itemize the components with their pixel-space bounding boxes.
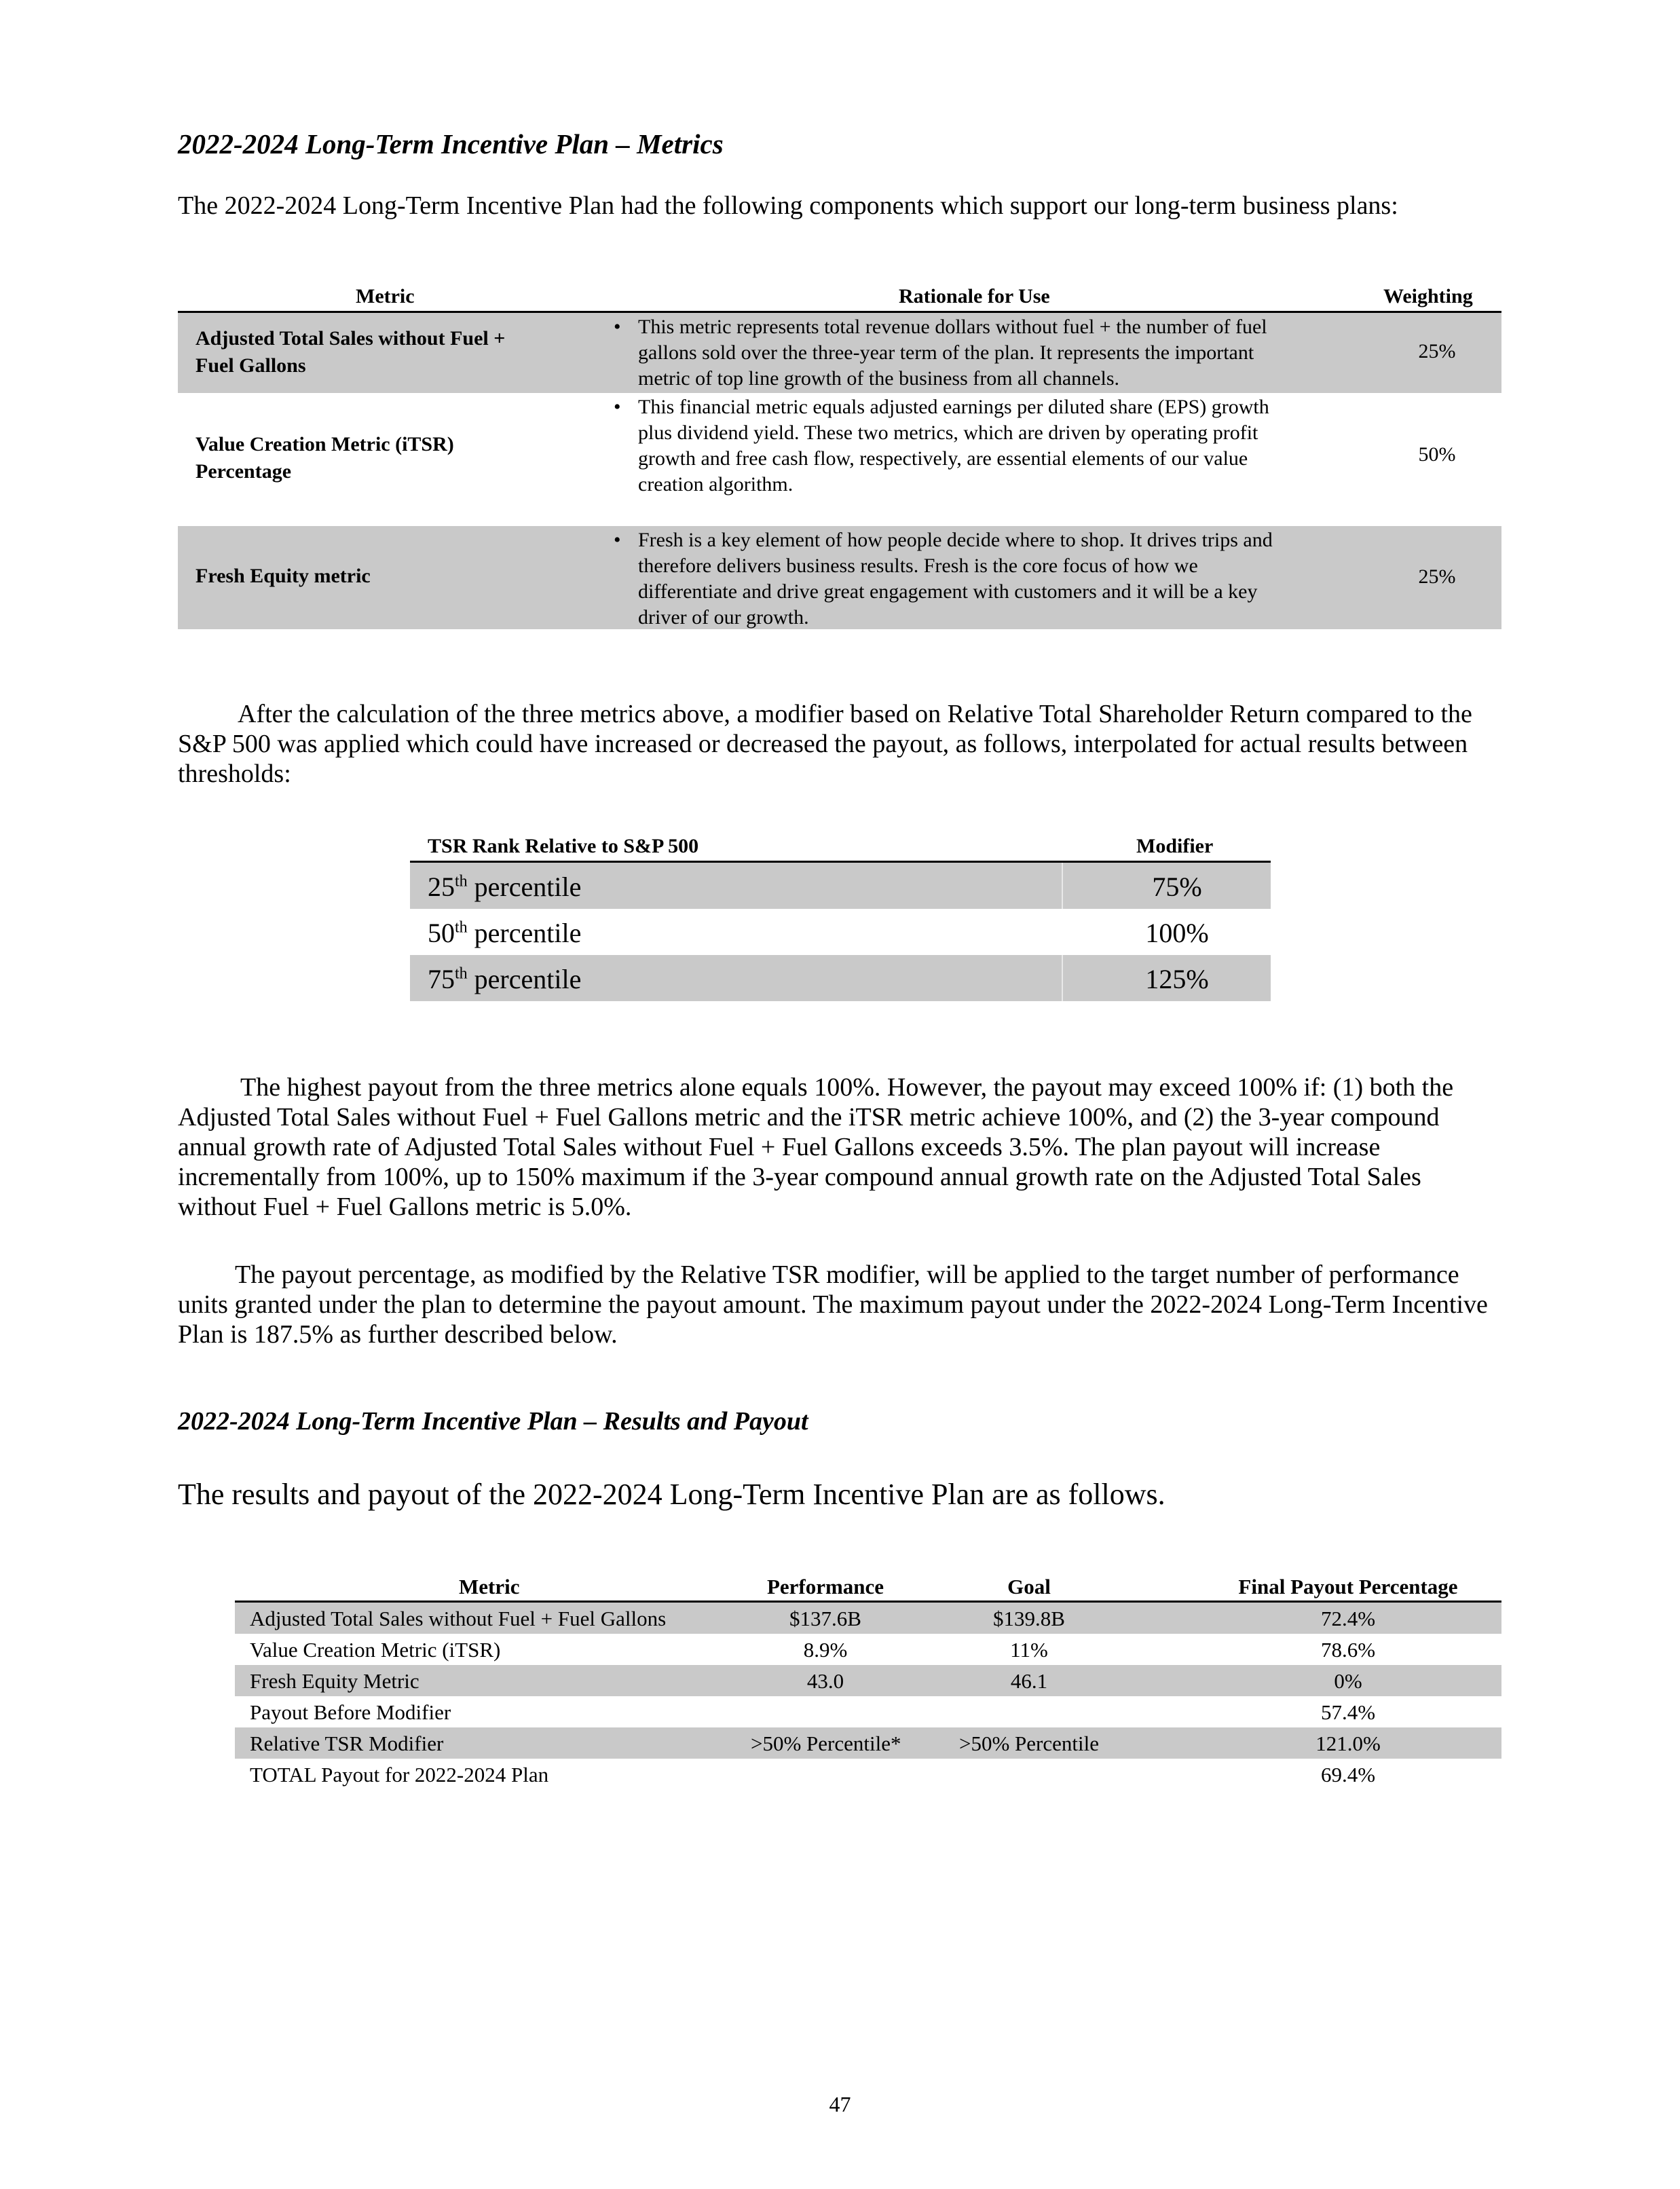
cell-goal: 46.1 — [1010, 1669, 1048, 1693]
header-rationale: Rationale for Use — [899, 285, 1050, 307]
tsr-table-header — [410, 834, 1271, 863]
metrics-row — [178, 393, 1501, 526]
tsr-modifier-value: 125% — [1145, 964, 1209, 994]
cell-final: 0% — [1334, 1669, 1362, 1693]
tsr-row — [410, 955, 1271, 1001]
header-metric: Metric — [459, 1575, 520, 1598]
cell-goal: 11% — [1010, 1638, 1048, 1662]
bullet-icon: • — [614, 316, 621, 338]
cell-performance: 8.9% — [803, 1638, 848, 1662]
table-row — [235, 1603, 1501, 1634]
cell-goal: >50% Percentile — [959, 1732, 1099, 1755]
cell-final: 69.4% — [1320, 1763, 1376, 1786]
section-title-metrics: 2022-2024 Long-Term Incentive Plan – Metrics — [178, 128, 724, 160]
bullet-icon: • — [614, 396, 621, 418]
metric-weighting: 50% — [1418, 443, 1456, 466]
cell-final: 121.0% — [1315, 1732, 1381, 1755]
tsr-rank: 50th percentile — [428, 918, 582, 948]
tsr-row — [410, 909, 1271, 955]
table-row — [235, 1696, 1501, 1727]
cell-metric: Relative TSR Modifier — [250, 1732, 444, 1755]
cell-performance: 43.0 — [806, 1669, 844, 1693]
cell-performance: $137.6B — [789, 1607, 861, 1630]
table-row — [235, 1727, 1501, 1759]
header-performance: Performance — [766, 1575, 884, 1598]
metric-weighting: 25% — [1418, 565, 1456, 588]
header-weighting: Weighting — [1383, 285, 1473, 307]
metric-rationale: • Fresh is a key element of how people decide where to shop. It drives trips and therefore delivers business results. Fresh is the core focus of how we differentiate and drive great engagement with customers and it will be a key driver of our growth. — [614, 529, 1273, 629]
header-final-payout: Final Payout Percentage — [1238, 1575, 1458, 1598]
results-table — [235, 1573, 1501, 1790]
header-goal: Goal — [1007, 1575, 1051, 1598]
cell-metric: TOTAL Payout for 2022-2024 Plan — [250, 1763, 549, 1786]
cell-final: 57.4% — [1320, 1700, 1376, 1724]
tsr-modifier-value: 75% — [1152, 872, 1202, 902]
page-number: 47 — [829, 2092, 851, 2116]
metric-name: Fresh Equity metric — [195, 565, 371, 587]
results-intro: The results and payout of the 2022-2024 Long-Term Incentive Plan are as follows. — [178, 1478, 1165, 1511]
metric-name: Value Creation Metric (iTSR) Percentage — [195, 433, 454, 483]
header-metric: Metric — [356, 285, 415, 307]
intro-paragraph: The 2022-2024 Long-Term Incentive Plan had the following components which support our long-term business plans: — [178, 191, 1398, 220]
table-row — [235, 1634, 1501, 1665]
cell-goal: $139.8B — [993, 1607, 1065, 1630]
modifier-paragraph: After the calculation of the three metrics above, a modifier based on Relative Total Shareholder Return compared to the S&P 500 was applied which could have increased or decreased the payout, as follows, interpolated for actual results between thresholds: — [178, 700, 1472, 788]
metrics-row — [178, 526, 1501, 629]
results-table-header — [235, 1573, 1501, 1603]
cell-metric: Payout Before Modifier — [250, 1700, 451, 1724]
tsr-rank: 75th percentile — [428, 964, 582, 994]
tsr-row — [410, 863, 1271, 909]
metric-rationale: • This financial metric equals adjusted earnings per diluted share (EPS) growth plus dividend yield. These two metrics, which are driven by operating profit growth and free cash flow, respectively, are essential elements of our value creation algorithm. — [614, 396, 1269, 495]
metrics-table — [178, 284, 1501, 629]
metric-rationale: • This metric represents total revenue dollars without fuel + the number of fuel gallons sold over the three-year term of the plan. It represents the important metric of top line growth of the business from all channels. — [614, 316, 1267, 390]
metrics-table-header — [178, 284, 1501, 313]
cell-metric: Adjusted Total Sales without Fuel + Fuel Gallons — [250, 1607, 667, 1630]
header-modifier: Modifier — [1136, 835, 1214, 857]
section-title-results: 2022-2024 Long-Term Incentive Plan – Results and Payout — [178, 1407, 808, 1436]
metric-weighting: 25% — [1418, 340, 1456, 362]
bullet-icon: • — [614, 529, 621, 551]
cell-final: 72.4% — [1320, 1607, 1376, 1630]
cell-metric: Value Creation Metric (iTSR) — [250, 1638, 501, 1662]
cell-performance: >50% Percentile* — [751, 1732, 901, 1755]
table-row — [235, 1759, 1501, 1790]
header-tsr-rank: TSR Rank Relative to S&P 500 — [428, 835, 699, 857]
metric-name: Adjusted Total Sales without Fuel + Fuel Gallons — [195, 327, 506, 377]
tsr-modifier-value: 100% — [1145, 918, 1209, 948]
payout-percentage-paragraph: The payout percentage, as modified by the Relative TSR modifier, will be applied to the target number of performance units granted under the plan to determine the payout amount. The maximum payout under the 2022-2024 Long-Term Incentive Plan is 187.5% as further described below. — [178, 1260, 1488, 1349]
tsr-rank: 25th percentile — [428, 872, 582, 902]
highest-payout-paragraph: The highest payout from the three metrics alone equals 100%. However, the payout may exceed 100% if: (1) both the Adjusted Total Sales without Fuel + Fuel Gallons metric and the iTSR metric achieve 100%, and (2) the 3-year compound annual growth rate of Adjusted Total Sales without Fuel + Fuel Gallons exceeds 3.5%. The plan payout will increase incrementally from 100%, up to 150% maximum if the 3-year compound annual growth rate on the Adjusted Total Sales without Fuel + Fuel Gallons metric is 5.0%. — [178, 1073, 1454, 1221]
cell-final: 78.6% — [1320, 1638, 1376, 1662]
tsr-modifier-table — [410, 834, 1271, 1001]
cell-metric: Fresh Equity Metric — [250, 1669, 419, 1693]
metrics-row — [178, 313, 1501, 393]
table-row — [235, 1665, 1501, 1696]
